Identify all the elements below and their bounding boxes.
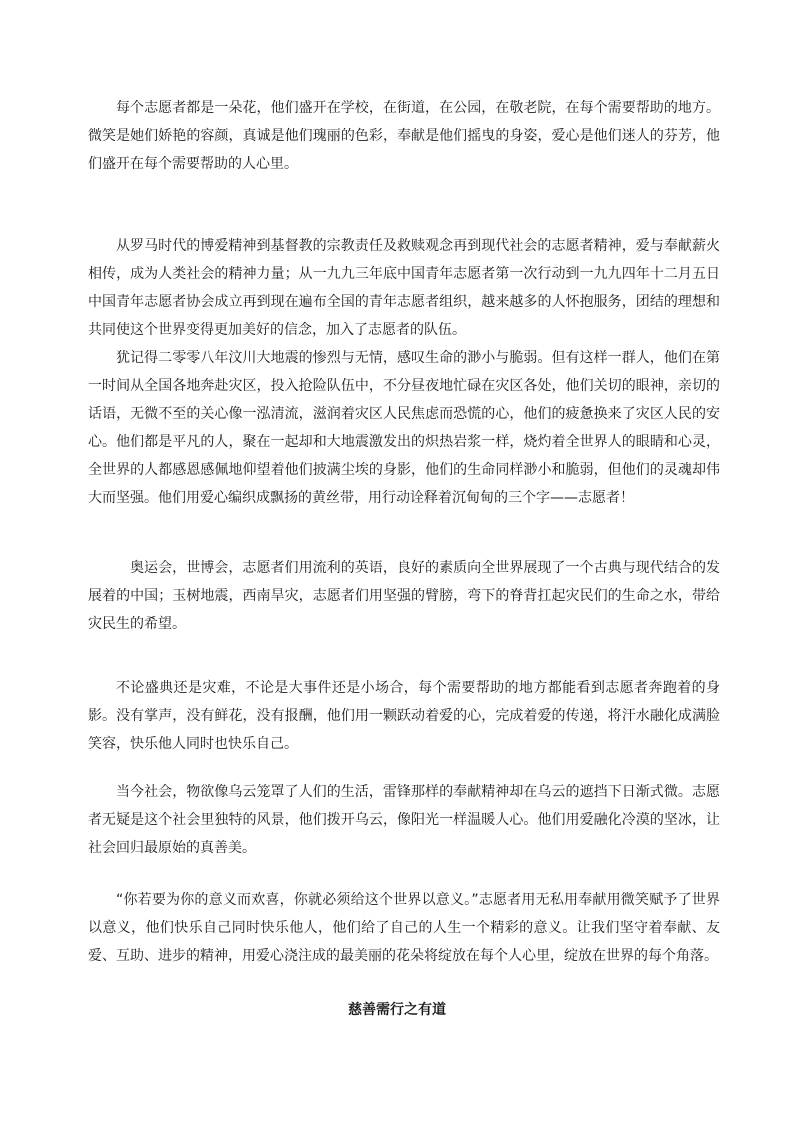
paragraph-meaning-quote: “你若要为你的意义而欢喜，你就必须给这个世界以意义。”志愿者用无私用奉献用微笑赋予了世界以意义，他们快乐自己同时快乐他人，他们给了自己的人生一个精彩的意义。让我们坚守着奉献、友爱、互助、进步的精神，用爱心浇注成的最美丽的花朵将绽放在每个人心里，绽放在世界的每个角落。 xyxy=(88,892,720,964)
paragraph-olympics-expo: 奥运会，世博会，志愿者们用流利的英语，良好的素质向全世界展现了一个古典与现代结合的发展着的中国；玉树地震，西南旱灾，志愿者们用坚强的臂膀，弯下的脊背扛起灾民们的生命之水，带给灾民生的希望。 xyxy=(88,560,720,632)
paragraph-volunteer-flower: 每个志愿者都是一朵花，他们盛开在学校，在街道，在公园，在敬老院，在每个需要帮助的地方。微笑是她们娇艳的容颜，真诚是他们瑰丽的色彩，奉献是他们摇曳的身姿，爱心是他们迷人的芬芳，他们盛开在每个需要帮助的人心里。 xyxy=(88,100,720,172)
paragraph-modern-society: 当今社会，物欲像乌云笼罩了人们的生活，雷锋那样的奉献精神却在乌云的遮挡下日渐式微。志愿者无疑是这个社会里独特的风景，他们拨开乌云，像阳光一样温暖人心。他们用爱融化冷漠的坚冰，让社会回归最原始的真善美。 xyxy=(88,784,720,856)
paragraph-volunteer-history: 从罗马时代的博爱精神到基督教的宗教责任及救赎观念再到现代社会的志愿者精神，爱与奉献薪火相传，成为人类社会的精神力量；从一九九三年底中国青年志愿者第一次行动到一九九四年十二月五日中国青年志愿者协会成立再到现在遍布全国的青年志愿者组织，越来越多的人怀抱服务，团结的理想和共同使这个世界变得更加美好的信念，加入了志愿者的队伍。 xyxy=(88,238,720,338)
paragraph-wenchuan-earthquake: 犹记得二零零八年汶川大地震的惨烈与无情，感叹生命的渺小与脆弱。但有这样一群人，他们在第一时间从全国各地奔赴灾区，投入抢险队伍中，不分昼夜地忙碌在灾区各处，他们关切的眼神，亲切的话语，无微不至的关心像一泓清流，滋润着灾区人民焦虑而恐慌的心，他们的疲惫换来了灾区人民的安心。他们都是平凡的人，聚在一起却和大地震激发出的炽热岩浆一样，烧灼着全世界人的眼睛和心灵，全世界的人都感恩感佩地仰望着他们披满尘埃的身影，他们的生命同样渺小和脆弱，但他们的灵魂却伟大而坚强。他们用爱心编织成飘扬的黄丝带，用行动诠释着沉甸甸的三个字——志愿者！ xyxy=(88,350,720,506)
section-title: 慈善需行之有道 xyxy=(348,1002,446,1018)
paragraph-ceremony-disaster: 不论盛典还是灾难，不论是大事件还是小场合，每个需要帮助的地方都能看到志愿者奔跑着的身影。没有掌声，没有鲜花，没有报酬，他们用一颗跃动着爱的心，完成着爱的传递，将汗水融化成满脸笑容，快乐他人同时也快乐自己。 xyxy=(88,680,720,752)
